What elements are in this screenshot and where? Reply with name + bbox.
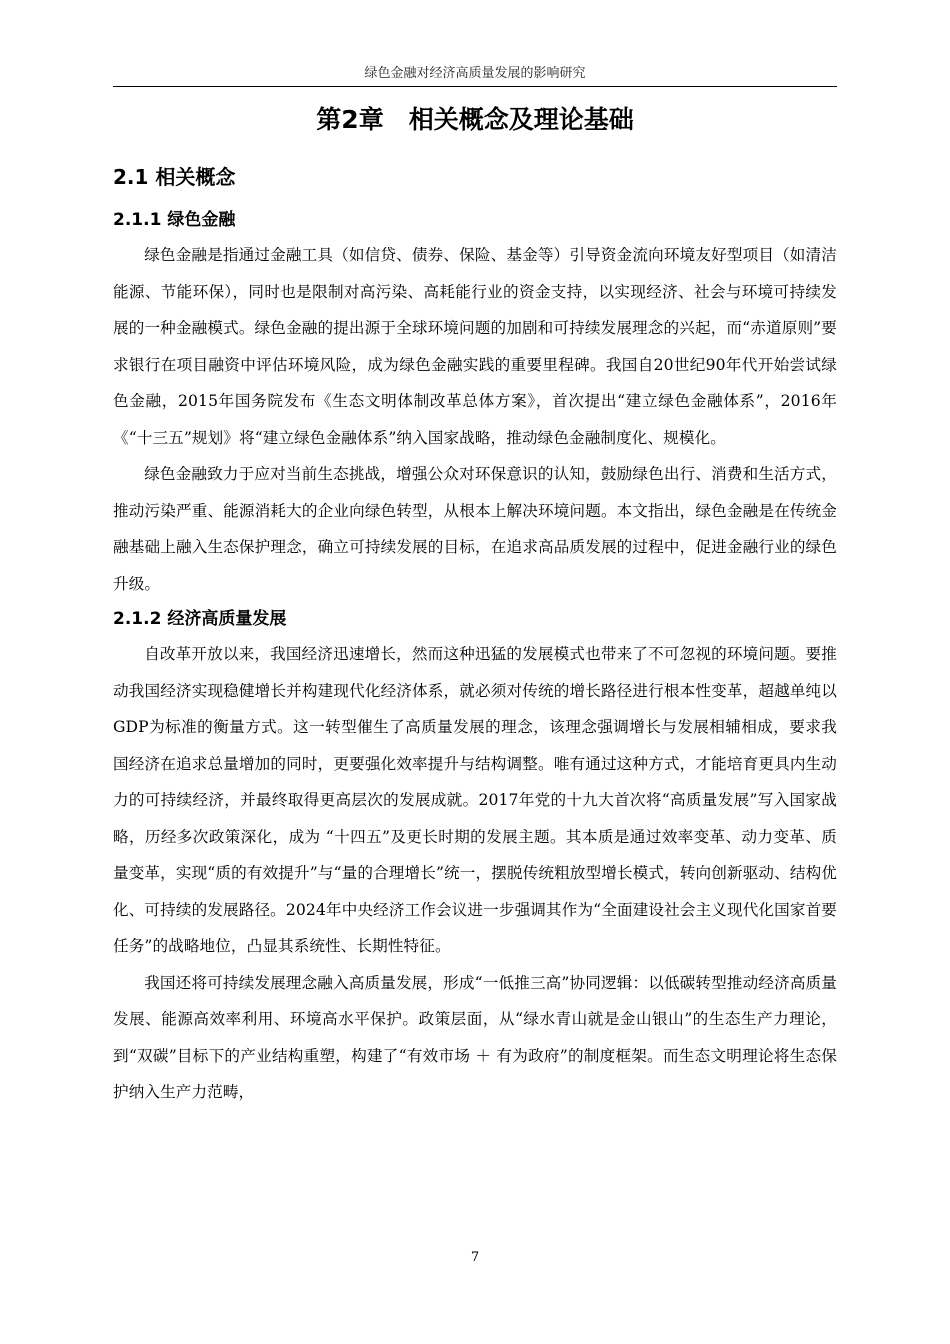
body-paragraph: 绿色金融致力于应对当前生态挑战，增强公众对环保意识的认知，鼓励绿色出行、消费和生活方式，推动污染严重、能源消耗大的企业向绿色转型，从根本上解决环境问题。本文指出，绿色金融是在传统金融基础上融入生态保护理念，确立可持续发展的目标，在追求高品质发展的过程中，促进金融行业的绿色升级。 (113, 465, 837, 593)
page-content (113, 96, 837, 1111)
section-heading-2-1-1: 2.1.1 绿色金融 (113, 210, 236, 230)
body-paragraph: 我国还将可持续发展理念融入高质量发展，形成“一低推三高”协同逻辑：以低碳转型推动经济高质量发展、能源高效率利用、环境高水平保护。政策层面，从“绿水青山就是金山银山”的生态生产力理论，到“双碳”目标下的产业结构重塑，构建了“有效市场 ＋ 有为政府”的制度框架。而生态文明理论将生态保护纳入生产力范畴， (113, 973, 837, 1101)
page-number: 7 (470, 1250, 480, 1265)
running-header: 绿色金融对经济高质量发展的影响研究 (364, 66, 586, 81)
section-heading-2-1-2: 2.1.2 经济高质量发展 (113, 609, 287, 629)
body-paragraph: 绿色金融是指通过金融工具（如信贷、债券、保险、基金等）引导资金流向环境友好型项目（如清洁能源、节能环保），同时也是限制对高污染、高耗能行业的资金支持，以实现经济、社会与环境可持续发展的一种金融模式。绿色金融的提出源于全球环境问题的加剧和可持续发展理念的兴起，而“赤道原则”要求银行在项目融资中评估环境风险，成为绿色金融实践的重要里程碑。我国自20世纪90年代开始尝试绿色金融，2015年国务院发布《生态文明体制改革总体方案》，首次提出“建立绿色金融体系”，2016年《“十三五”规划》将“建立绿色金融体系”纳入国家战略，推动绿色金融制度化、规模化。 (113, 246, 837, 447)
section-heading-2-1: 2.1 相关概念 (113, 165, 236, 189)
body-paragraph: 自改革开放以来，我国经济迅速增长，然而这种迅猛的发展模式也带来了不可忽视的环境问题。要推动我国经济实现稳健增长并构建现代化经济体系，就必须对传统的增长路径进行根本性变革，超越单纯以GDP为标准的衡量方式。这一转型催生了高质量发展的理念，该理念强调增长与发展相辅相成，要求我国经济在追求总量增加的同时，更要强化效率提升与结构调整。唯有通过这种方式，才能培育更具内生动力的可持续经济，并最终取得更高层次的发展成就。2017年党的十九大首次将“高质量发展”写入国家战略，历经多次政策深化，成为 “十四五”及更长时期的发展主题。其本质是通过效率变革、动力变革、质量变革，实现“质的有效提升”与“量的合理增长”统一，摆脱传统粗放型增长模式，转向创新驱动、结构优化、可持续的发展路径。2024年中央经济工作会议进一步强调其作为“全面建设社会主义现代化国家首要任务”的战略地位，凸显其系统性、长期性特征。 (113, 645, 837, 955)
chapter-title: 第2章 相关概念及理论基础 (316, 105, 634, 134)
header-rule (113, 86, 837, 87)
